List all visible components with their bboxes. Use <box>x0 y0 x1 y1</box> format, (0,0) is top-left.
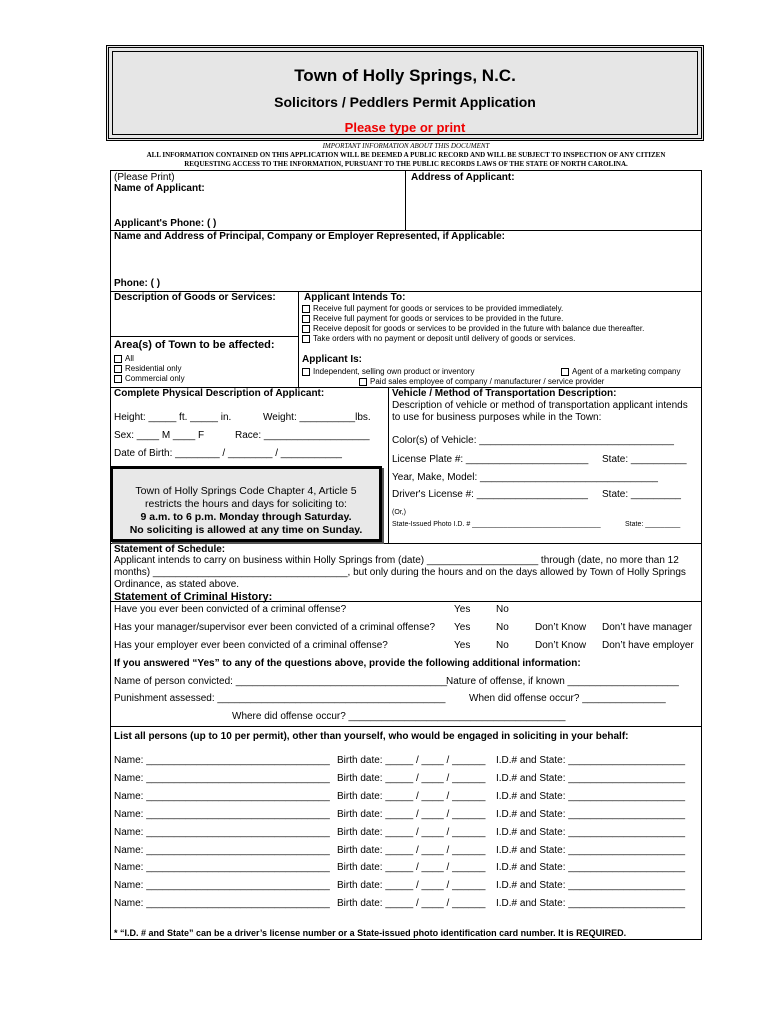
q3-no-employer[interactable]: Don’t have employer <box>602 640 694 651</box>
license-plate-field[interactable]: License Plate #: ______________________ <box>392 454 589 465</box>
dl-state-field[interactable]: State: _________ <box>602 489 681 500</box>
criminal-label: Statement of Criminal History: <box>114 591 273 603</box>
notice-line-2: REQUESTING ACCESS TO THE INFORMATION, PURSUANT TO THE PUBLIC RECORDS LAWS OF THE STATE OF NORTH CAROLINA. <box>184 160 628 168</box>
code-line-4: No soliciting is allowed at any time on Sunday. <box>129 524 363 536</box>
checkbox-icon[interactable] <box>302 315 310 323</box>
schedule-label: Statement of Schedule: <box>114 544 226 555</box>
applicant-is-independent[interactable]: Independent, selling own product or inventory <box>302 366 474 378</box>
rule <box>111 726 701 727</box>
plate-state-field[interactable]: State: __________ <box>602 454 687 465</box>
intends-option-3[interactable]: Receive deposit for goods or services to be provided in the future with balance due thereafter. <box>302 323 644 335</box>
goods-label: Description of Goods or Services: <box>114 292 276 303</box>
area-option-residential[interactable]: Residential only <box>114 363 181 375</box>
or-label: (Or,) <box>392 509 406 516</box>
person-birth-date-field[interactable]: Birth date: _____ / ____ / ______ <box>337 755 486 766</box>
person-birth-date-field[interactable]: Birth date: _____ / ____ / ______ <box>337 880 486 892</box>
checkbox-icon[interactable] <box>302 368 310 376</box>
checkbox-icon[interactable] <box>561 368 569 376</box>
applicant-is-label: Applicant Is: <box>302 354 363 365</box>
person-name-field[interactable]: Name: _________________________________ <box>114 862 330 874</box>
criminal-q2: Has your manager/supervisor ever been convicted of a criminal offense? <box>114 622 436 633</box>
area-option-commercial[interactable]: Commercial only <box>114 373 185 385</box>
applicant-is-employee[interactable]: Paid sales employee of company / manufacturer / service provider <box>359 376 604 388</box>
intends-label: Applicant Intends To: <box>304 292 406 303</box>
checkbox-icon[interactable] <box>302 305 310 313</box>
if-yes-instruction: If you answered “Yes” to any of the questions above, provide the following additional information: <box>114 658 581 669</box>
person-name-field[interactable]: Name: _________________________________ <box>114 826 330 838</box>
q2-no-manager[interactable]: Don’t have manager <box>602 622 693 633</box>
q3-no[interactable]: No <box>496 640 509 651</box>
notice-line-1: ALL INFORMATION CONTAINED ON THIS APPLICATION WILL BE DEEMED A PUBLIC RECORD AND WILL BE SUBJECT TO INSPECTION OF ANY CITIZEN <box>146 151 666 159</box>
schedule-line-2[interactable]: months) ___________________________________, but only during the hours and on the days allowed by Town of Holly Springs <box>114 567 686 578</box>
form-frame <box>110 170 702 940</box>
offense-when-field[interactable]: When did offense occur? _______________ <box>469 693 666 704</box>
applicant-address-label: Address of Applicant: <box>411 172 515 183</box>
criminal-q1: Have you ever been convicted of a criminal offense? <box>114 604 347 615</box>
person-birth-date-field[interactable]: Birth date: _____ / ____ / ______ <box>337 862 486 874</box>
applicant-is-agent[interactable]: Agent of a marketing company <box>561 366 681 378</box>
notice-heading: IMPORTANT INFORMATION ABOUT THIS DOCUMENT <box>322 142 490 150</box>
checkbox-icon[interactable] <box>114 355 122 363</box>
persons-label: List all persons (up to 10 per permit), other than yourself, who would be engaged in soliciting in your behalf: <box>114 731 629 742</box>
person-convicted-field[interactable]: Name of person convicted: ______________________________________ <box>114 676 448 687</box>
person-name-field[interactable]: Name: _________________________________ <box>114 755 330 766</box>
person-id-state-field[interactable]: I.D.# and State: _____________________ <box>496 790 686 802</box>
intends-option-2[interactable]: Receive full payment for goods or services to be provided in the future. <box>302 313 563 325</box>
person-birth-date-field[interactable]: Birth date: _____ / ____ / ______ <box>337 898 486 910</box>
criminal-q3: Has your employer ever been convicted of a criminal offense? <box>114 640 388 651</box>
intends-option-4[interactable]: Take orders with no payment or deposit until delivery of goods or services. <box>302 333 575 345</box>
height-field[interactable]: Height: _____ ft. _____ in. <box>114 412 232 423</box>
person-id-state-field[interactable]: I.D.# and State: _____________________ <box>496 898 686 910</box>
person-birth-date-field[interactable]: Birth date: _____ / ____ / ______ <box>337 844 486 856</box>
title-header-inner <box>112 51 698 135</box>
area-option-all[interactable]: All <box>114 353 134 365</box>
q1-no[interactable]: No <box>496 604 509 615</box>
id-footnote: * “I.D. # and State” can be a driver’s license number or a State-issued photo identification card number. It is REQUIRED. <box>114 928 627 938</box>
person-id-state-field[interactable]: I.D.# and State: _____________________ <box>496 808 686 820</box>
weight-field[interactable]: Weight: __________lbs. <box>263 412 371 423</box>
q2-no[interactable]: No <box>496 622 509 633</box>
checkbox-icon[interactable] <box>302 335 310 343</box>
person-name-field[interactable]: Name: _________________________________ <box>114 808 330 820</box>
q1-yes[interactable]: Yes <box>454 604 471 615</box>
page-subtitle: Solicitors / Peddlers Permit Application <box>274 94 536 110</box>
year-make-model-field[interactable]: Year, Make, Model: ________________________________ <box>392 472 658 483</box>
q3-dont-know[interactable]: Don’t Know <box>535 640 587 651</box>
principal-label: Name and Address of Principal, Company or Employer Represented, if Applicable: <box>114 231 506 242</box>
intends-option-1[interactable]: Receive full payment for goods or services to be provided immediately. <box>302 303 563 315</box>
person-id-state-field[interactable]: I.D.# and State: _____________________ <box>496 772 686 784</box>
person-id-state-field[interactable]: I.D.# and State: _____________________ <box>496 862 686 874</box>
person-birth-date-field[interactable]: Birth date: _____ / ____ / ______ <box>337 790 486 802</box>
state-id-field[interactable]: State-Issued Photo I.D. # _________________________________ <box>392 521 601 528</box>
print-note: Please type or print <box>344 120 466 135</box>
code-line-1: Town of Holly Springs Code Chapter 4, Article 5 <box>135 485 357 497</box>
rule <box>111 336 298 337</box>
checkbox-icon[interactable] <box>359 378 367 386</box>
vehicle-desc-2: to use for business purposes while in the Town: <box>392 412 602 423</box>
person-birth-date-field[interactable]: Birth date: _____ / ____ / ______ <box>337 808 486 820</box>
physical-label: Complete Physical Description of Applicant: <box>114 388 325 399</box>
race-field[interactable]: Race: ___________________ <box>235 430 370 441</box>
punishment-field[interactable]: Punishment assessed: _________________________________________ <box>114 693 446 704</box>
schedule-line-3: Ordinance, as stated above. <box>114 579 240 590</box>
state-id-state-field[interactable]: State: _________ <box>625 521 681 528</box>
title-header <box>106 45 704 141</box>
checkbox-icon[interactable] <box>302 325 310 333</box>
person-birth-date-field[interactable]: Birth date: _____ / ____ / ______ <box>337 826 486 838</box>
please-print: (Please Print) <box>114 172 175 183</box>
person-name-field[interactable]: Name: _________________________________ <box>114 844 330 856</box>
offense-nature-field[interactable]: Nature of offense, if known ____________________ <box>446 676 679 687</box>
rule <box>298 291 299 387</box>
person-id-state-field[interactable]: I.D.# and State: _____________________ <box>496 844 686 856</box>
person-id-state-field[interactable]: I.D.# and State: _____________________ <box>496 755 686 766</box>
drivers-license-field[interactable]: Driver's License #: ____________________ <box>392 489 588 500</box>
code-restriction-box <box>110 466 382 542</box>
areas-label: Area(s) of Town to be affected: <box>114 339 275 351</box>
principal-phone-label: Phone: ( ) <box>114 278 161 289</box>
rule <box>388 387 389 543</box>
code-line-3: 9 a.m. to 6 p.m. Monday through Saturday. <box>140 511 352 523</box>
person-birth-date-field[interactable]: Birth date: _____ / ____ / ______ <box>337 772 486 784</box>
person-name-field[interactable]: Name: _________________________________ <box>114 790 330 802</box>
sex-field[interactable]: Sex: ____ M ____ F <box>114 430 205 441</box>
person-id-state-field[interactable]: I.D.# and State: _____________________ <box>496 826 686 838</box>
applicant-phone-label: Applicant's Phone: ( ) <box>114 218 217 229</box>
code-line-2: restricts the hours and days for soliciting to: <box>145 498 347 510</box>
q3-yes[interactable]: Yes <box>454 640 471 651</box>
person-name-field[interactable]: Name: _________________________________ <box>114 898 330 910</box>
q2-yes[interactable]: Yes <box>454 622 471 633</box>
person-name-field[interactable]: Name: _________________________________ <box>114 772 330 784</box>
q2-dont-know[interactable]: Don’t Know <box>535 622 587 633</box>
offense-where-field[interactable]: Where did offense occur? _______________________________________ <box>232 711 566 722</box>
schedule-line-1[interactable]: Applicant intends to carry on business within Holly Springs from (date) ____________________ through (date, no more than 12 <box>114 555 679 566</box>
page-title: Town of Holly Springs, N.C. <box>294 66 516 85</box>
person-name-field[interactable]: Name: _________________________________ <box>114 880 330 892</box>
vehicle-desc-1: Description of vehicle or method of transportation applicant intends <box>392 400 688 411</box>
checkbox-icon[interactable] <box>114 365 122 373</box>
dob-field[interactable]: Date of Birth: ________ / ________ / ___________ <box>114 448 342 459</box>
person-id-state-field[interactable]: I.D.# and State: _____________________ <box>496 880 686 892</box>
vehicle-label: Vehicle / Method of Transportation Description: <box>392 388 617 399</box>
rule <box>405 171 406 230</box>
vehicle-color-field[interactable]: Color(s) of Vehicle: ___________________________________ <box>392 435 674 446</box>
checkbox-icon[interactable] <box>114 375 122 383</box>
applicant-name-label: Name of Applicant: <box>114 183 205 194</box>
